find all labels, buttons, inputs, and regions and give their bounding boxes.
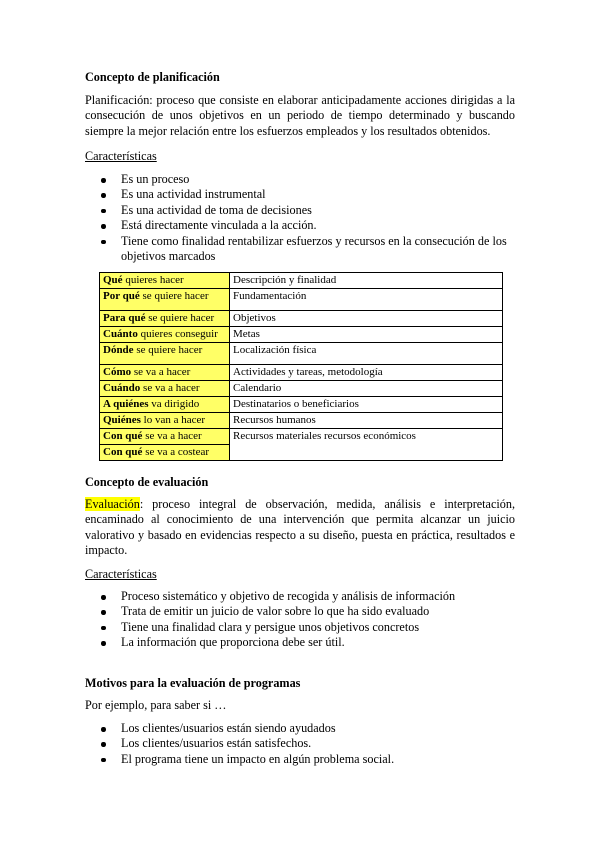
question-cell: Con qué se va a hacer [100,429,230,445]
list-item: Los clientes/usuarios están siendo ayudados [85,721,515,736]
table-row [100,343,503,365]
motives-heading: Motivos para la evaluación de programas [85,676,301,690]
planning-questions-table [99,272,503,461]
question-cell: A quiénes va dirigido [100,397,230,413]
table-row [100,381,503,397]
answer-cell: Recursos materiales recursos económicos [230,429,503,461]
answer-cell: Descripción y finalidad [230,273,503,289]
answer-cell: Fundamentación [230,289,503,311]
answer-cell: Destinatarios o beneficiarios [230,397,503,413]
planning-characteristics-label: Características [85,149,157,163]
answer-cell: Metas [230,327,503,343]
planning-heading: Concepto de planificación [85,70,220,84]
answer-cell: Actividades y tareas, metodología [230,365,503,381]
answer-cell: Localización física [230,343,503,365]
list-item: Tiene una finalidad clara y persigue unos objetivos concretos [85,620,515,635]
evaluation-characteristics-list [85,589,515,651]
list-item: Es una actividad de toma de decisiones [85,203,515,218]
answer-cell: Recursos humanos [230,413,503,429]
answer-cell: Objetivos [230,311,503,327]
evaluation-characteristics-label: Características [85,567,157,581]
question-cell: Qué quieres hacer [100,273,230,289]
question-cell: Por qué se quiere hacer [100,289,230,311]
list-item: Proceso sistemático y objetivo de recogida y análisis de información [85,589,515,604]
question-cell: Dónde se quiere hacer [100,343,230,365]
question-cell: Quiénes lo van a hacer [100,413,230,429]
question-cell: Con qué se va a costear [100,445,230,461]
table-row [100,289,503,311]
question-cell: Cómo se va a hacer [100,365,230,381]
motives-list [85,721,515,767]
table-row [100,311,503,327]
table-row [100,327,503,343]
table-row [100,365,503,381]
table-row [100,273,503,289]
question-cell: Cuándo se va a hacer [100,381,230,397]
evaluation-definition: Evaluación: proceso integral de observación, medida, análisis e interpretación, encaminado al conocimiento de una intervención que permita alcanzar un juicio valorativo y basado en evidencias respecto a su diseño, puesta en práctica, resultados e impacto. [85,497,515,558]
planning-characteristics-list [85,172,515,264]
evaluation-heading: Concepto de evaluación [85,475,209,489]
motives-intro: Por ejemplo, para saber si … [85,698,227,712]
list-item: La información que proporciona debe ser útil. [85,635,515,650]
answer-cell: Calendario [230,381,503,397]
list-item: Los clientes/usuarios están satisfechos. [85,736,515,751]
list-item: Es un proceso [85,172,515,187]
table-row [100,429,503,445]
highlighted-term: Evaluación [85,497,140,511]
list-item: Tiene como finalidad rentabilizar esfuerzos y recursos en la consecución de los objetivos marcados [85,234,515,265]
list-item: Trata de emitir un juicio de valor sobre lo que ha sido evaluado [85,604,515,619]
planning-definition: Planificación: proceso que consiste en elaborar anticipadamente acciones dirigidas a la consecución de unos objetivos en un periodo de tiempo determinado y buscando siempre la mejor relación entre los esfuerzos empleados y los resultados obtenidos. [85,93,515,138]
question-cell: Para qué se quiere hacer [100,311,230,327]
table-row [100,397,503,413]
list-item: El programa tiene un impacto en algún problema social. [85,752,515,767]
list-item: Es una actividad instrumental [85,187,515,202]
table-row [100,413,503,429]
list-item: Está directamente vinculada a la acción. [85,218,515,233]
question-cell: Cuánto quieres conseguir [100,327,230,343]
